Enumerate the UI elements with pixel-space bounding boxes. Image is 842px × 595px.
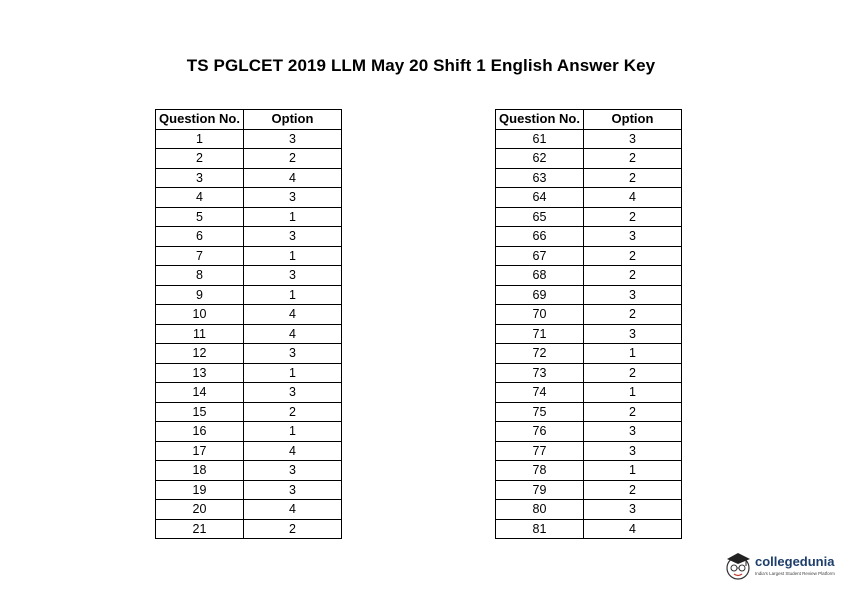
table-row: [496, 324, 682, 344]
table-row: [156, 480, 342, 500]
table-row: [496, 363, 682, 383]
option-cell: 3: [244, 129, 342, 149]
option-cell: 1: [584, 383, 682, 403]
table-row: [496, 402, 682, 422]
table-row: [156, 422, 342, 442]
option-cell: 3: [584, 441, 682, 461]
option-cell: 1: [244, 246, 342, 266]
question-number-cell: 13: [156, 363, 244, 383]
option-cell: 1: [244, 363, 342, 383]
answer-key-table-left: [155, 109, 342, 539]
option-cell: 1: [584, 461, 682, 481]
table-row: [496, 422, 682, 442]
table-row: [496, 461, 682, 481]
table-row: [156, 519, 342, 539]
option-cell: 2: [244, 402, 342, 422]
table-row: [156, 266, 342, 286]
logo-tagline: India's Largest Student Review Platform: [755, 571, 835, 576]
question-number-cell: 4: [156, 188, 244, 208]
table-row: [156, 207, 342, 227]
table-row: [496, 129, 682, 149]
question-number-cell: 7: [156, 246, 244, 266]
option-cell: 2: [584, 363, 682, 383]
option-cell: 3: [584, 324, 682, 344]
question-number-cell: 66: [496, 227, 584, 247]
option-cell: 4: [584, 519, 682, 539]
question-number-cell: 12: [156, 344, 244, 364]
table-row: [156, 246, 342, 266]
header-option: Option: [584, 110, 682, 130]
page-title: TS PGLCET 2019 LLM May 20 Shift 1 English Answer Key: [186, 56, 656, 75]
table-row: [156, 168, 342, 188]
question-number-cell: 3: [156, 168, 244, 188]
question-number-cell: 5: [156, 207, 244, 227]
option-cell: 4: [244, 500, 342, 520]
question-number-cell: 11: [156, 324, 244, 344]
table-row: [496, 149, 682, 169]
table-row: [496, 227, 682, 247]
option-cell: 1: [584, 344, 682, 364]
question-number-cell: 19: [156, 480, 244, 500]
question-number-cell: 17: [156, 441, 244, 461]
question-number-cell: 73: [496, 363, 584, 383]
option-cell: 3: [244, 344, 342, 364]
graduate-mascot-icon: [724, 548, 754, 582]
question-number-cell: 20: [156, 500, 244, 520]
option-cell: 3: [584, 129, 682, 149]
table-row: [156, 285, 342, 305]
table-row: [156, 227, 342, 247]
option-cell: 3: [244, 461, 342, 481]
option-cell: 2: [244, 519, 342, 539]
table-row: [496, 344, 682, 364]
table-row: [496, 285, 682, 305]
question-number-cell: 64: [496, 188, 584, 208]
option-cell: 2: [584, 168, 682, 188]
table-row: [156, 305, 342, 325]
question-number-cell: 14: [156, 383, 244, 403]
question-number-cell: 75: [496, 402, 584, 422]
option-cell: 3: [244, 227, 342, 247]
table-row: [156, 344, 342, 364]
table-row: [156, 129, 342, 149]
question-number-cell: 80: [496, 500, 584, 520]
table-row: [156, 402, 342, 422]
option-cell: 4: [244, 324, 342, 344]
option-cell: 3: [244, 383, 342, 403]
table-row: [156, 383, 342, 403]
table-row: [496, 266, 682, 286]
table-row: [496, 188, 682, 208]
question-number-cell: 21: [156, 519, 244, 539]
question-number-cell: 76: [496, 422, 584, 442]
table-row: [156, 461, 342, 481]
table-row: [156, 188, 342, 208]
question-number-cell: 72: [496, 344, 584, 364]
header-question-no: Question No.: [496, 110, 584, 130]
question-number-cell: 69: [496, 285, 584, 305]
question-number-cell: 10: [156, 305, 244, 325]
table-row: [156, 149, 342, 169]
option-cell: 3: [244, 188, 342, 208]
table-row: [496, 305, 682, 325]
option-cell: 2: [584, 305, 682, 325]
option-cell: 4: [244, 168, 342, 188]
option-cell: 3: [244, 480, 342, 500]
option-cell: 3: [584, 500, 682, 520]
option-cell: 2: [584, 246, 682, 266]
question-number-cell: 61: [496, 129, 584, 149]
question-number-cell: 18: [156, 461, 244, 481]
question-number-cell: 78: [496, 461, 584, 481]
question-number-cell: 15: [156, 402, 244, 422]
table-row: [156, 441, 342, 461]
table-row: [496, 246, 682, 266]
question-number-cell: 16: [156, 422, 244, 442]
option-cell: 4: [244, 441, 342, 461]
question-number-cell: 71: [496, 324, 584, 344]
question-number-cell: 8: [156, 266, 244, 286]
option-cell: 1: [244, 422, 342, 442]
answer-key-table-right: [495, 109, 682, 539]
table-row: [156, 324, 342, 344]
option-cell: 2: [584, 402, 682, 422]
question-number-cell: 62: [496, 149, 584, 169]
question-number-cell: 70: [496, 305, 584, 325]
question-number-cell: 77: [496, 441, 584, 461]
option-cell: 4: [584, 188, 682, 208]
option-cell: 2: [584, 480, 682, 500]
question-number-cell: 63: [496, 168, 584, 188]
table-row: [496, 500, 682, 520]
header-option: Option: [244, 110, 342, 130]
table-row: [496, 207, 682, 227]
question-number-cell: 81: [496, 519, 584, 539]
question-number-cell: 6: [156, 227, 244, 247]
question-number-cell: 2: [156, 149, 244, 169]
question-number-cell: 9: [156, 285, 244, 305]
header-question-no: Question No.: [156, 110, 244, 130]
question-number-cell: 74: [496, 383, 584, 403]
question-number-cell: 68: [496, 266, 584, 286]
option-cell: 3: [584, 227, 682, 247]
table-header-row: [496, 110, 682, 130]
table-row: [156, 500, 342, 520]
option-cell: 1: [244, 207, 342, 227]
option-cell: 2: [584, 149, 682, 169]
option-cell: 1: [244, 285, 342, 305]
option-cell: 2: [244, 149, 342, 169]
table-row: [496, 383, 682, 403]
table-row: [496, 480, 682, 500]
table-row: [156, 363, 342, 383]
question-number-cell: 79: [496, 480, 584, 500]
logo-wordmark: collegedunia: [755, 554, 835, 569]
collegedunia-logo: [724, 548, 836, 582]
option-cell: 3: [584, 285, 682, 305]
option-cell: 3: [584, 422, 682, 442]
question-number-cell: 67: [496, 246, 584, 266]
option-cell: 4: [244, 305, 342, 325]
option-cell: 3: [244, 266, 342, 286]
question-number-cell: 65: [496, 207, 584, 227]
option-cell: 2: [584, 266, 682, 286]
option-cell: 2: [584, 207, 682, 227]
table-row: [496, 168, 682, 188]
question-number-cell: 1: [156, 129, 244, 149]
table-row: [496, 441, 682, 461]
table-header-row: [156, 110, 342, 130]
table-row: [496, 519, 682, 539]
